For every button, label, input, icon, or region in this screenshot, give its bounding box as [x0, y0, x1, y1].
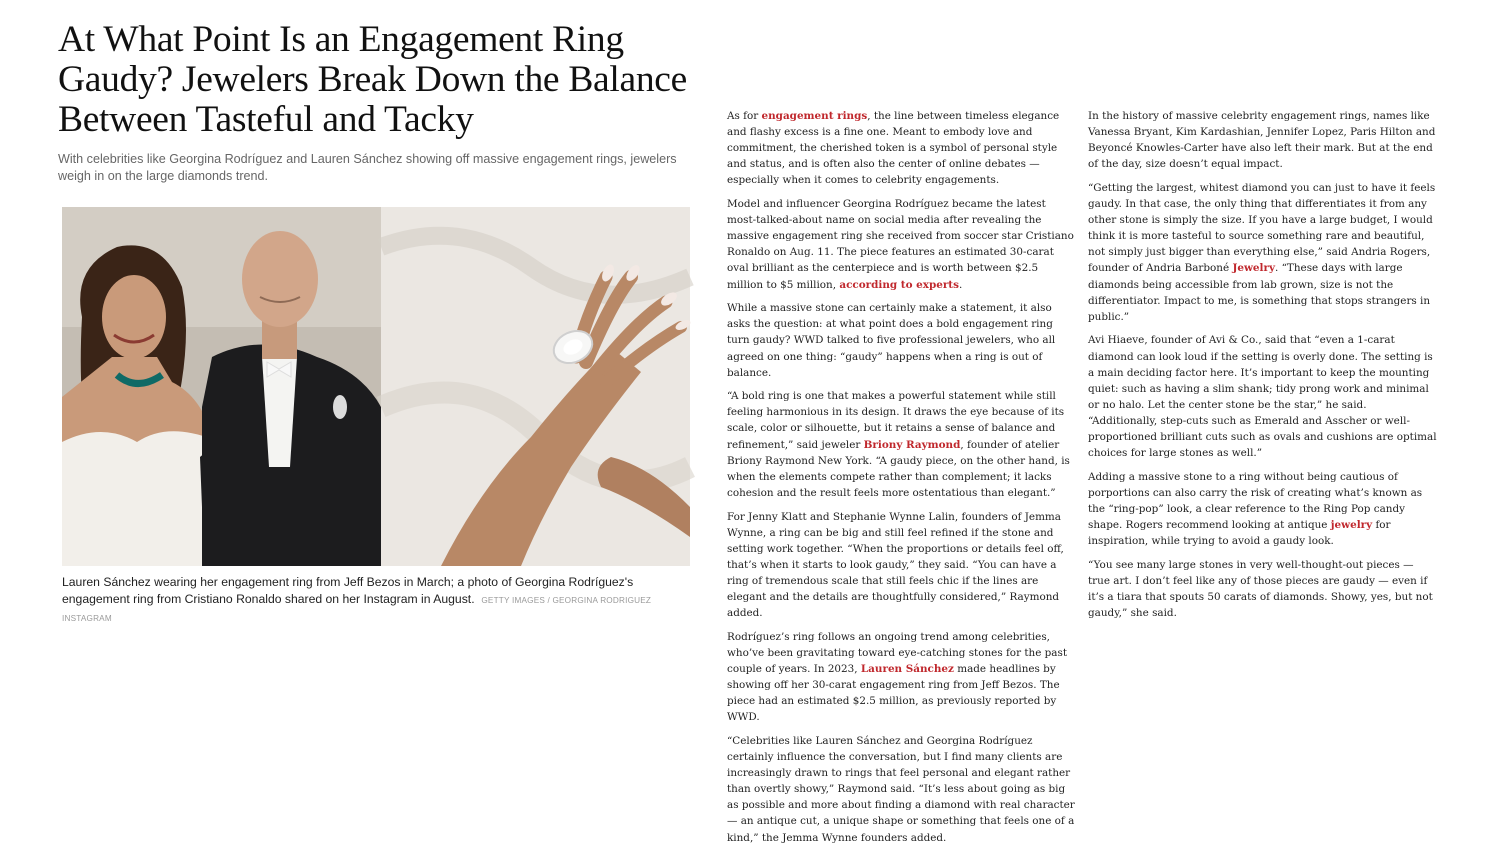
article-body-column-2: [1088, 108, 1438, 629]
article-dek: With celebrities like Georgina Rodríguez and Lauren Sánchez showing off massive engagement rings, jewelers weigh in on the large diamonds trend.: [58, 152, 677, 183]
body-paragraph: As for engagement rings, the line between timeless elegance and flashy excess is a fine one. Meant to embody love and commitment, the cherished token is a symbol of personal style and status, and is often also the center of online debates — especially when it comes to celebrity engagements.: [727, 110, 1060, 187]
photo-ring-hand: [381, 207, 690, 566]
body-paragraph: “Celebrities like Lauren Sánchez and Georgina Rodríguez certainly influence the conversation, but I find many clients are increasingly drawn to rings that feel personal and elegant rather than overtly showy,” Raymond said. “It’s less about going as big as possible and more about finding a diamond with real character — an antique cut, a unique shape or something that feels one of a kind,” the Jemma Wynne founders added.: [727, 734, 1075, 844]
body-paragraph: Adding a massive stone to a ring without being cautious of porportions can also carry the risk of creating what’s known as the “ring-pop” look, a clear reference to the Ring Pop candy shape. Rogers recommend looking at antique jewelry for inspiration, while trying to avoid a gaudy look.: [1088, 470, 1423, 548]
body-paragraph: “A bold ring is one that makes a powerful statement while still feeling harmonious in its design. It draws the eye because of its scale, color or silhouette, but it retains a sense of balance and refinement,” said jeweler Briony Raymond, founder of atelier Briony Raymond New York. “A gaudy piece, on the other hand, is when the elements compete rather than complement; it lacks cohesion and the result feels more ostentatious than elegant.”: [727, 390, 1070, 499]
lead-photo[interactable]: [62, 207, 690, 566]
body-paragraph: Avi Hiaeve, founder of Avi & Co., said that “even a 1-carat diamond can look loud if the setting is overly done. The setting is a main deciding factor here. It’s important to keep the mounting quiet: such as having a slim shank; tidy prong work and minimal or no halo. Let the center stone be the star,” he said. “Additionally, step-cuts such as Emerald and Asscher or well-proportioned brilliant cuts such as ovals and cushions are optimal choices for large stones as well.”: [1088, 334, 1437, 460]
link-engagement-rings[interactable]: engagement rings: [761, 110, 868, 122]
body-paragraph: Model and influencer Georgina Rodríguez became the latest most-talked-about name on social media after revealing the massive engagement ring she received from soccer star Cristiano Ronaldo on Aug. 11. The piece features an estimated 30-carat oval brilliant as the centerpiece and is worth between $2.5 million to $5 million, according to experts.: [727, 198, 1074, 291]
body-paragraph: In the history of massive celebrity engagement rings, names like Vanessa Bryant, Kim Kardashian, Jennifer Lopez, Paris Hilton and Beyoncé Knowles-Carter have also left their mark. But at the end of the day, size doesn’t equal impact.: [1088, 110, 1436, 171]
link-jewelry[interactable]: Jewelry: [1232, 262, 1275, 275]
photo-credit: GETTY IMAGES / GEORGINA RODRIGUEZ INSTAGRAM: [62, 595, 652, 624]
article-headline: At What Point Is an Engagement Ring Gaudy? Jewelers Break Down the Balance Between Tasteful and Tacky: [58, 19, 687, 140]
body-paragraph: “Getting the largest, whitest diamond you can just to have it feels gaudy. In that case, the only thing that differentiates it from any other stone is simply the size. If you have a large budget, I would think it is more tasteful to source something rare and beautiful, not simply just bigger than everything else,” said Andria Rogers, founder of Andria Barboné Jewelry. “These days with large diamonds being accessible from lab grown, size is not the differentiator. Impact to me, is something that stops strangers in public.”: [1088, 181, 1436, 323]
body-paragraph: Rodríguez’s ring follows an ongoing trend among celebrities, who’ve been gravitating toward eye-catching stones for the past couple of years. In 2023, Lauren Sánchez made headlines by showing off her 30-carat engagement ring from Jeff Bezos. The piece had an estimated $2.5 million, as previously reported by WWD.: [727, 630, 1068, 724]
link-lauren-sanchez[interactable]: Lauren Sánchez: [860, 662, 954, 675]
photo-couple-red-carpet: [62, 207, 381, 566]
body-paragraph: “You see many large stones in very well-thought-out pieces — true art. I don’t feel like any of those pieces are gaudy — even if it’s a tiara that spouts 50 carats of diamonds. Showy, yes, but not gaudy,” she said.: [1088, 558, 1433, 620]
photo-caption: [62, 574, 692, 628]
link-briony-raymond[interactable]: Briony Raymond: [863, 438, 961, 451]
body-paragraph: For Jenny Klatt and Stephanie Wynne Lalin, founders of Jemma Wynne, a ring can be big and still feel refined if the stone and setting work together. “When the proportions or details feel off, that’s when it starts to look gaudy,” they said. “You can have a ring of tremendous scale that still feels chic if the lines are elegant and the details are thoughtfully considered,” Raymond added.: [727, 510, 1064, 620]
link-antique-jewelry[interactable]: jewelry: [1330, 519, 1373, 532]
caption-text: Lauren Sánchez wearing her engagement ring from Jeff Bezos in March; a photo of Georgina Rodríguez's engagement ring from Cristiano Ronaldo shared on her Instagram in August.: [62, 575, 634, 606]
link-according-to-experts[interactable]: according to experts: [839, 278, 959, 291]
article-body-column-1: [727, 108, 1075, 853]
body-paragraph: While a massive stone can certainly make a statement, it also asks the question: at what point does a bold engagement ring turn gaudy? WWD talked to five professional jewelers, who all agreed on one thing: “gaudy” happens when a ring is out of balance.: [727, 302, 1056, 379]
